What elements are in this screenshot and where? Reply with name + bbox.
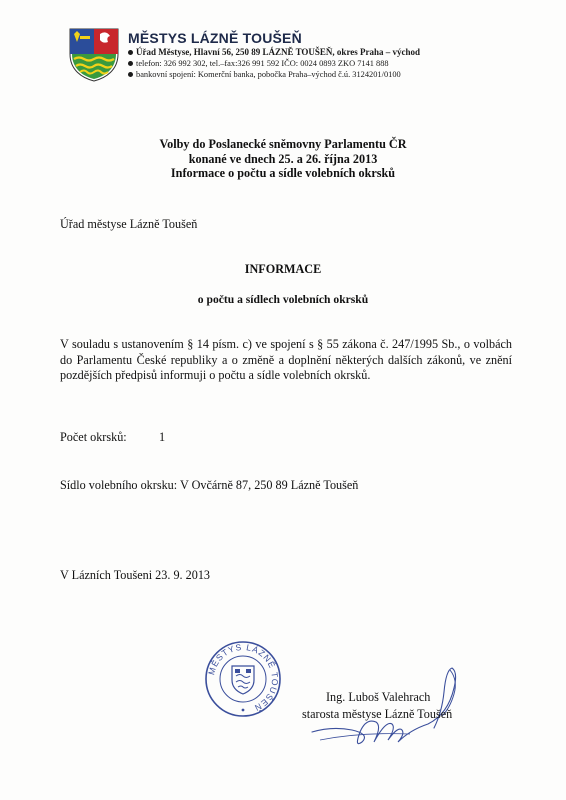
signatory-name: Ing. Luboš Valehrach: [326, 690, 431, 704]
signatory-role: starosta městyse Lázně Toušeň: [302, 707, 453, 721]
stamp-text: MĚSTYS LÁZNĚ TOUŠEŇ: [206, 641, 281, 714]
address-line: Úřad Městyse, Hlavní 56, 250 89 LÁZNĚ TOUŠEŇ, okres Praha – východ: [128, 47, 548, 58]
bank-line: bankovní spojení: Komerční banka, pobočka Praha–východ č.ú. 3124201/0100: [128, 69, 548, 80]
district-seat: Sídlo volebního okrsku: V Ovčárně 87, 250 89 Lázně Toušeň: [60, 478, 359, 492]
legal-paragraph: V souladu s ustanovením § 14 písm. c) ve spojení s § 55 zákona č. 247/1995 Sb., o volbách do Parlamentu České republiky a o změně a doplnění některých dalších zákonů, ve znění pozdějších předpisů informuji o počtu a sídle volebních okrsků.: [60, 337, 512, 383]
place-and-date: V Lázních Toušeni 23. 9. 2013: [60, 568, 211, 582]
info-title: INFORMACE: [244, 262, 322, 276]
official-stamp-icon: [204, 640, 282, 718]
document-heading: Volby do Poslanecké sněmovny Parlamentu ČR konané ve dnech 25. a 26. října 2013 Informace o počtu a sídle volebních okrsků: [159, 137, 407, 180]
district-count-value: 1: [159, 430, 166, 444]
municipal-crest-icon: [66, 26, 122, 82]
municipality-name: MĚSTYS LÁZNĚ TOUŠEŇ: [128, 30, 302, 46]
svg-text:MĚSTYS LÁZNĚ TOUŠEŇ: [206, 642, 280, 714]
letterhead: [128, 30, 548, 80]
contacts-line: telefon: 326 992 302, tel.–fax:326 991 592 IČO: 0024 0893 ZKO 7141 888: [128, 58, 548, 69]
issuing-office: Úřad městyse Lázně Toušeň: [60, 217, 198, 231]
district-count-label: Počet okrsků:: [60, 430, 127, 444]
info-subtitle: o počtu a sídlech volebních okrsků: [197, 293, 369, 306]
